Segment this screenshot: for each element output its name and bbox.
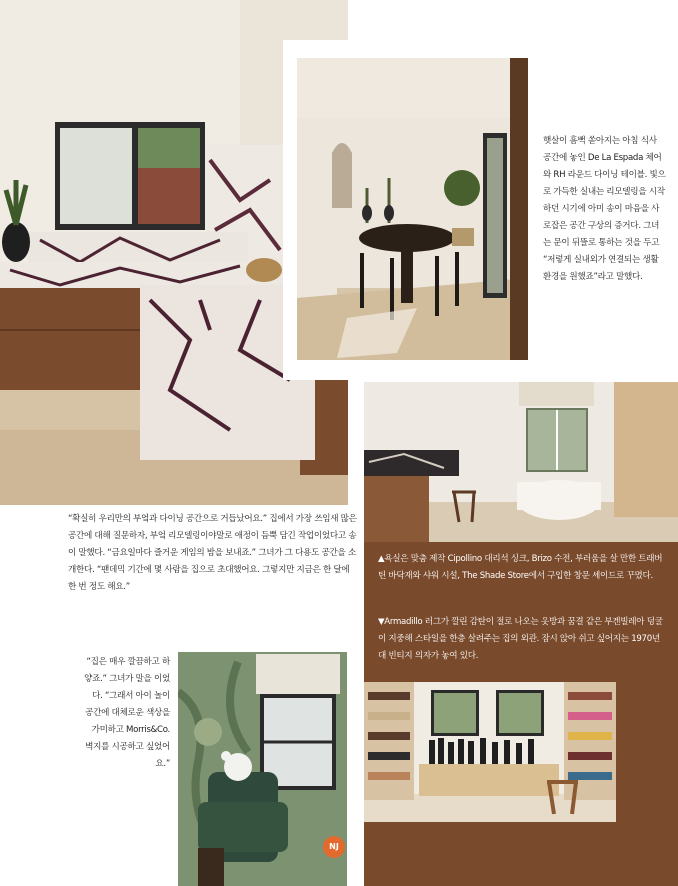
nj-badge-text: NJ [329, 842, 339, 851]
bathroom-caption [378, 551, 666, 585]
nursery-photo [178, 652, 347, 886]
bathroom-photo [364, 382, 678, 542]
closet-caption [378, 614, 666, 665]
nursery-caption [82, 654, 170, 773]
nursery-caption-text: “집은 매우 깔끔하고 하얗죠.” 그녀가 말을 이었다. “그래서 아이 놀이 공간에 대체로운 색상을 가미하고 Morris&Co. 벽지를 시공하고 싶었어요.” [84, 657, 170, 769]
closet-caption-text: ▼Armadillo 러그가 깔린 감탄이 절로 나오는 옷방과 꿈결 같은 부겐빌레아 덩굴이 지중해 스타일을 한층 살려주는 집의 외관. 잠시 앉아 쉬고 싶어지는 1970년대 빈티지 의자가 놓여 있다. [378, 617, 663, 661]
breakfast-caption-text: 햇살이 흠뻑 쏟아지는 아침 식사 공간에 놓인 De La Espada 체어와 RH 라운드 다이닝 테이블. 빛으로 가득한 실내는 리모델링을 시작하던 시기에 아미 송이 마음을 사로잡은 공간 구상의 증거다. 그녀는 문이 뒤뜰로 통하는 것을 두고 “저렇게 실내외가 연결되는 생활환경을 원했죠”라고 말했다. [543, 136, 666, 282]
kitchen-caption [68, 511, 358, 596]
bathroom-caption-text: ▲욕실은 맞춤 제작 Cipollino 대리석 싱크, Brizo 수전, 부러움을 살 만한 트래버틴 바닥재와 샤워 시설, The Shade Store에서 구입한 창문 셰이드로 꾸몄다. [378, 554, 663, 581]
closet-photo [364, 682, 616, 822]
breakfast-photo [297, 58, 528, 360]
nj-badge [323, 836, 345, 858]
kitchen-caption-text: “확실히 우리만의 부엌과 다이닝 공간으로 거듭났어요.” 집에서 가장 쓰임새 많은 공간에 대해 질문하자, 부엌 리모델링이야말로 애정이 듬뿍 담긴 작업이었다고 송이 말했다. “금요일마다 즐거운 게임의 밤을 보내죠.” 그녀가 그 다용도 공간을 소개한다. “팬데믹 기간에 몇 사람을 집으로 초대했어요. 그렇지만 지금은 한 달에 한 번 정도 해요.” [68, 514, 357, 592]
breakfast-caption [543, 133, 666, 286]
